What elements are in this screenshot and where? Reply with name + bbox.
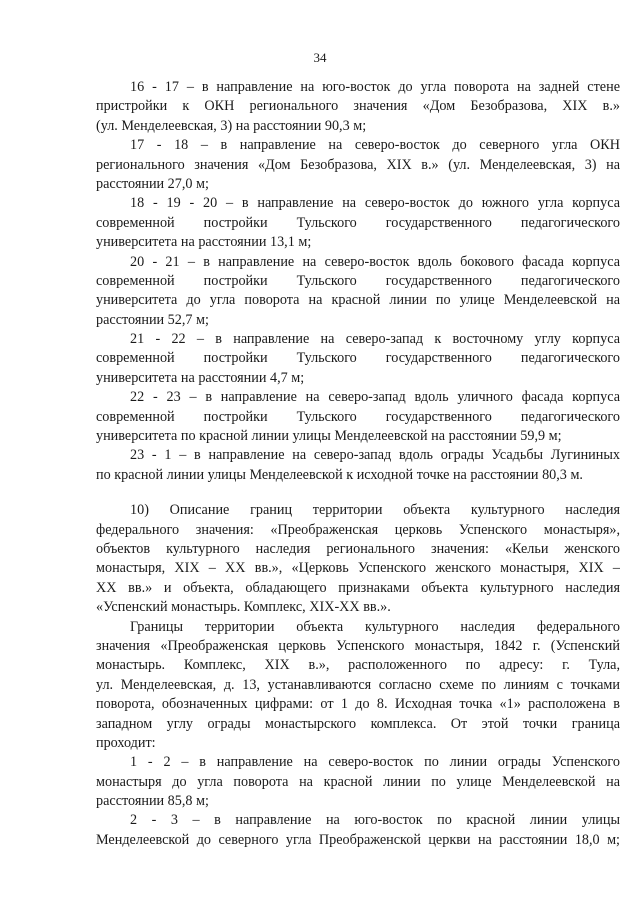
text-line: монастыря до угла поворота на красной линии по улице Менделеевской на	[96, 773, 620, 790]
text-line: 1 - 2 – в направление на северо-восток по линии ограды Успенского	[130, 754, 620, 771]
text-line: «Успенский монастырь. Комплекс, XIX-XX вв.».	[96, 599, 391, 616]
text-line: западном углу ограды монастырского комплекса. От этой точки граница	[96, 715, 620, 732]
text-line: объектов культурного наследия регионального значения: «Кельи женского	[96, 540, 620, 557]
text-line: современной постройки Тульского государственного педагогического	[96, 408, 620, 425]
text-line: значения «Преображенская церковь Успенского монастыря, 1842 г. (Успенский	[96, 637, 620, 654]
text-line: университета по красной линии улицы Менделеевской на расстоянии 59,9 м;	[96, 428, 562, 445]
text-line: федерального значения: «Преображенская церковь Успенского монастыря»,	[96, 521, 620, 538]
paragraph-gap	[96, 485, 620, 501]
text-line: 2 - 3 – в направление на юго-восток по красной линии улицы	[130, 812, 620, 829]
document-body	[96, 78, 620, 850]
text-line: по красной линии улицы Менделеевской к исходной точке на расстоянии 80,3 м.	[96, 466, 583, 483]
text-line: монастыря, XIX – XX вв.», «Церковь Успенского женского монастыря, XIX –	[96, 560, 620, 577]
text-line: поворота, обозначенных цифрами: от 1 до 8. Исходная точка «1» расположена в	[96, 696, 620, 713]
text-line: XX вв.» и объекта, обладающего признаками объекта культурного наследия	[96, 579, 620, 596]
text-line: современной постройки Тульского государственного педагогического	[96, 350, 620, 367]
text-line: 17 - 18 – в направление на северо-восток до северного угла ОКН	[130, 137, 620, 154]
text-line: монастырь. Комплекс, XIX в.», расположенного по адресу: г. Тула,	[96, 657, 620, 674]
text-line: 21 - 22 – в направление на северо-запад к восточному углу корпуса	[130, 331, 620, 348]
text-line: современной постройки Тульского государственного педагогического	[96, 272, 620, 289]
text-line: современной постройки Тульского государственного педагогического	[96, 214, 620, 231]
text-line: пристройки к ОКН регионального значения «Дом Безобразова, XIX в.»	[96, 98, 620, 115]
text-line: университета на расстоянии 4,7 м;	[96, 369, 305, 386]
text-line: 23 - 1 – в направление на северо-запад вдоль ограды Усадьбы Лугининых	[130, 447, 620, 464]
text-line: 22 - 23 – в направление на северо-запад вдоль уличного фасада корпуса	[130, 389, 620, 406]
page-number: 34	[313, 50, 327, 65]
text-line: 20 - 21 – в направление на северо-восток вдоль бокового фасада корпуса	[130, 253, 620, 270]
text-line: расстоянии 52,7 м;	[96, 311, 209, 328]
text-line: Границы территории объекта культурного наследия федерального	[130, 618, 620, 635]
text-line: ул. Менделеевская, д. 13, устанавливаются согласно схеме по линиям с точками	[96, 676, 620, 693]
text-line: 16 - 17 – в направление на юго-восток до угла поворота на задней стене	[130, 79, 620, 95]
text-line: 10) Описание границ территории объекта культурного наследия	[130, 502, 620, 519]
text-line: университета до угла поворота на красной линии по улице Менделеевской на	[96, 292, 620, 309]
text-line: расстоянии 85,8 м;	[96, 793, 209, 810]
text-line: регионального значения «Дом Безобразова, XIX в.» (ул. Менделеевская, 3) на	[96, 156, 620, 173]
text-line: университета на расстоянии 13,1 м;	[96, 234, 312, 251]
text-line: Менделеевской до северного угла Преображенской церкви на расстоянии 18,0 м;	[96, 831, 620, 848]
text-line: (ул. Менделеевская, 3) на расстоянии 90,3 м;	[96, 117, 367, 134]
text-line: проходит:	[96, 734, 156, 751]
text-line: 18 - 19 - 20 – в направление на северо-восток до южного угла корпуса	[130, 195, 620, 212]
text-line: расстоянии 27,0 м;	[96, 175, 209, 192]
